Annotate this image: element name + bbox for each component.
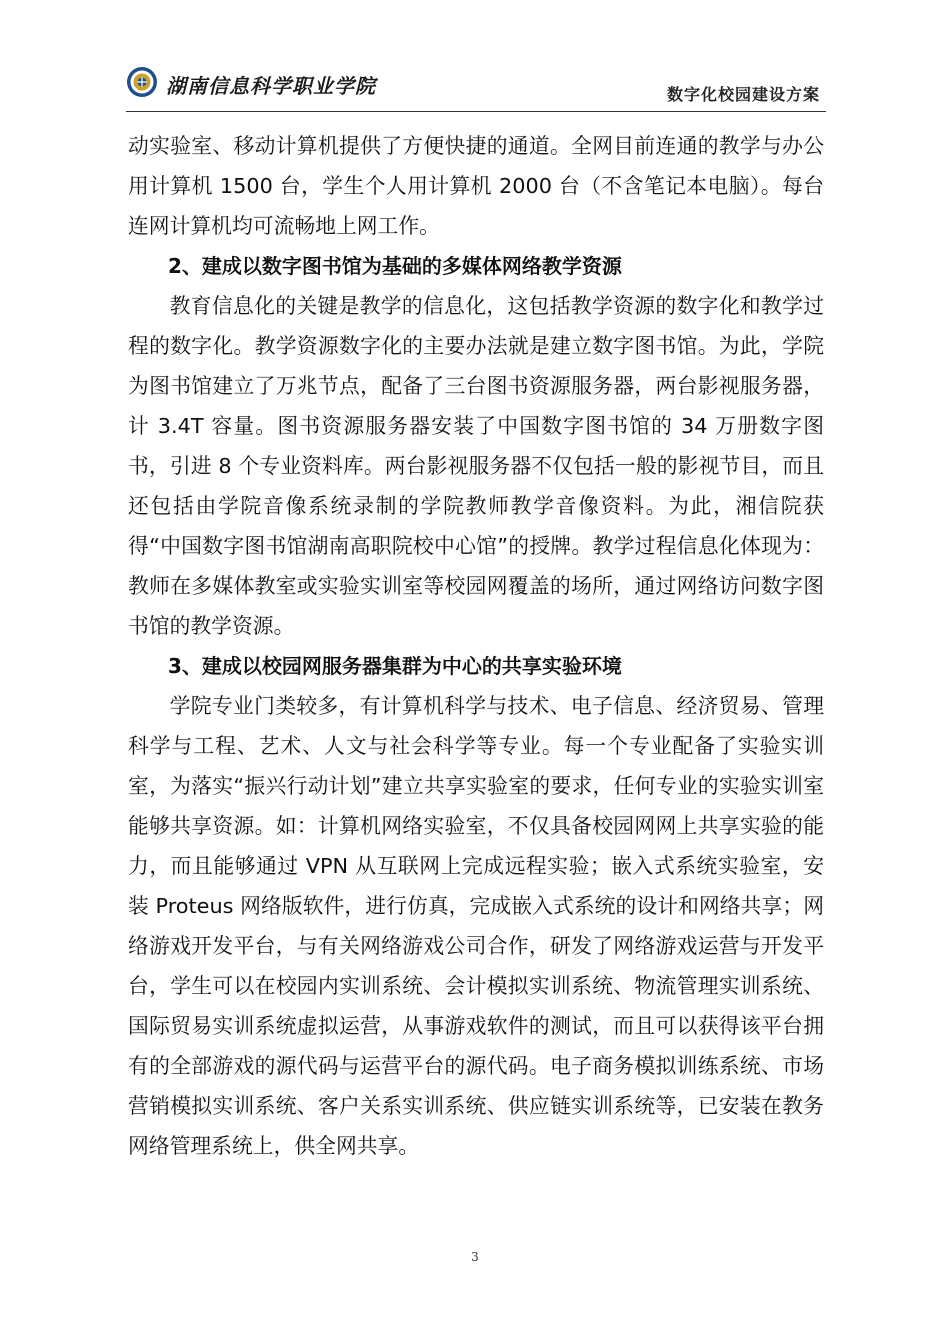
page-number: 3	[471, 1250, 479, 1264]
header-divider	[126, 111, 826, 112]
school-logo-icon	[126, 66, 158, 98]
paragraph-continued: 动实验室、移动计算机提供了方便快捷的通道。全网目前连通的教学与办公用计算机 1500 台，学生个人用计算机 2000 台（不含笔记本电脑）。每台连网计算机均可流畅地上网工作。	[128, 134, 824, 238]
section-heading-3: 3、建成以校园网服务器集群为中心的共享实验环境	[168, 654, 622, 678]
paragraph-shared-lab: 学院专业门类较多，有计算机科学与技术、电子信息、经济贸易、管理科学与工程、艺术、人文与社会科学等专业。每一个专业配备了实验实训室，为落实“振兴行动计划”建立共享实验室的要求，任何专业的实验实训室能够共享资源。如：计算机网络实验室，不仅具备校园网网上共享实验的能力，而且能够通过 VPN 从互联网上完成远程实验；嵌入式系统实验室，安装 Proteus 网络版软件，进行仿真，完成嵌入式系统的设计和网络共享；网络游戏开发平台，与有关网络游戏公司合作，研发了网络游戏运营与开发平台，学生可以在校园内实训系统、会计模拟实训系统、物流管理实训系统、国际贸易实训系统虚拟运营，从事游戏软件的测试，而且可以获得该平台拥有的全部游戏的源代码与运营平台的源代码。电子商务模拟训练系统、市场营销模拟实训系统、客户关系实训系统、供应链实训系统等，已安装在教务网络管理系统上，供全网共享。	[128, 694, 824, 1158]
main-content	[128, 126, 824, 1166]
school-name: 湖南信息科学职业学院	[166, 74, 376, 98]
paragraph-digital-library: 教育信息化的关键是教学的信息化，这包括教学资源的数字化和教学过程的数字化。教学资源数字化的主要办法就是建立数字图书馆。为此，学院为图书馆建立了万兆节点，配备了三台图书资源服务器，两台影视服务器，计 3.4T 容量。图书资源服务器安装了中国数字图书馆的 34 万册数字图书，引进 8 个专业资料库。两台影视服务器不仅包括一般的影视节目，而且还包括由学院音像系统录制的学院教师教学音像资料。为此，湘信院获得“中国数字图书馆湖南高职院校中心馆”的授牌。教学过程信息化体现为：教师在多媒体教室或实验实训室等校园网覆盖的场所，通过网络访问数字图书馆的教学资源。	[128, 294, 824, 638]
document-title: 数字化校园建设方案	[666, 85, 820, 104]
section-heading-2: 2、建成以数字图书馆为基础的多媒体网络教学资源	[168, 254, 622, 278]
page-header	[126, 62, 826, 118]
